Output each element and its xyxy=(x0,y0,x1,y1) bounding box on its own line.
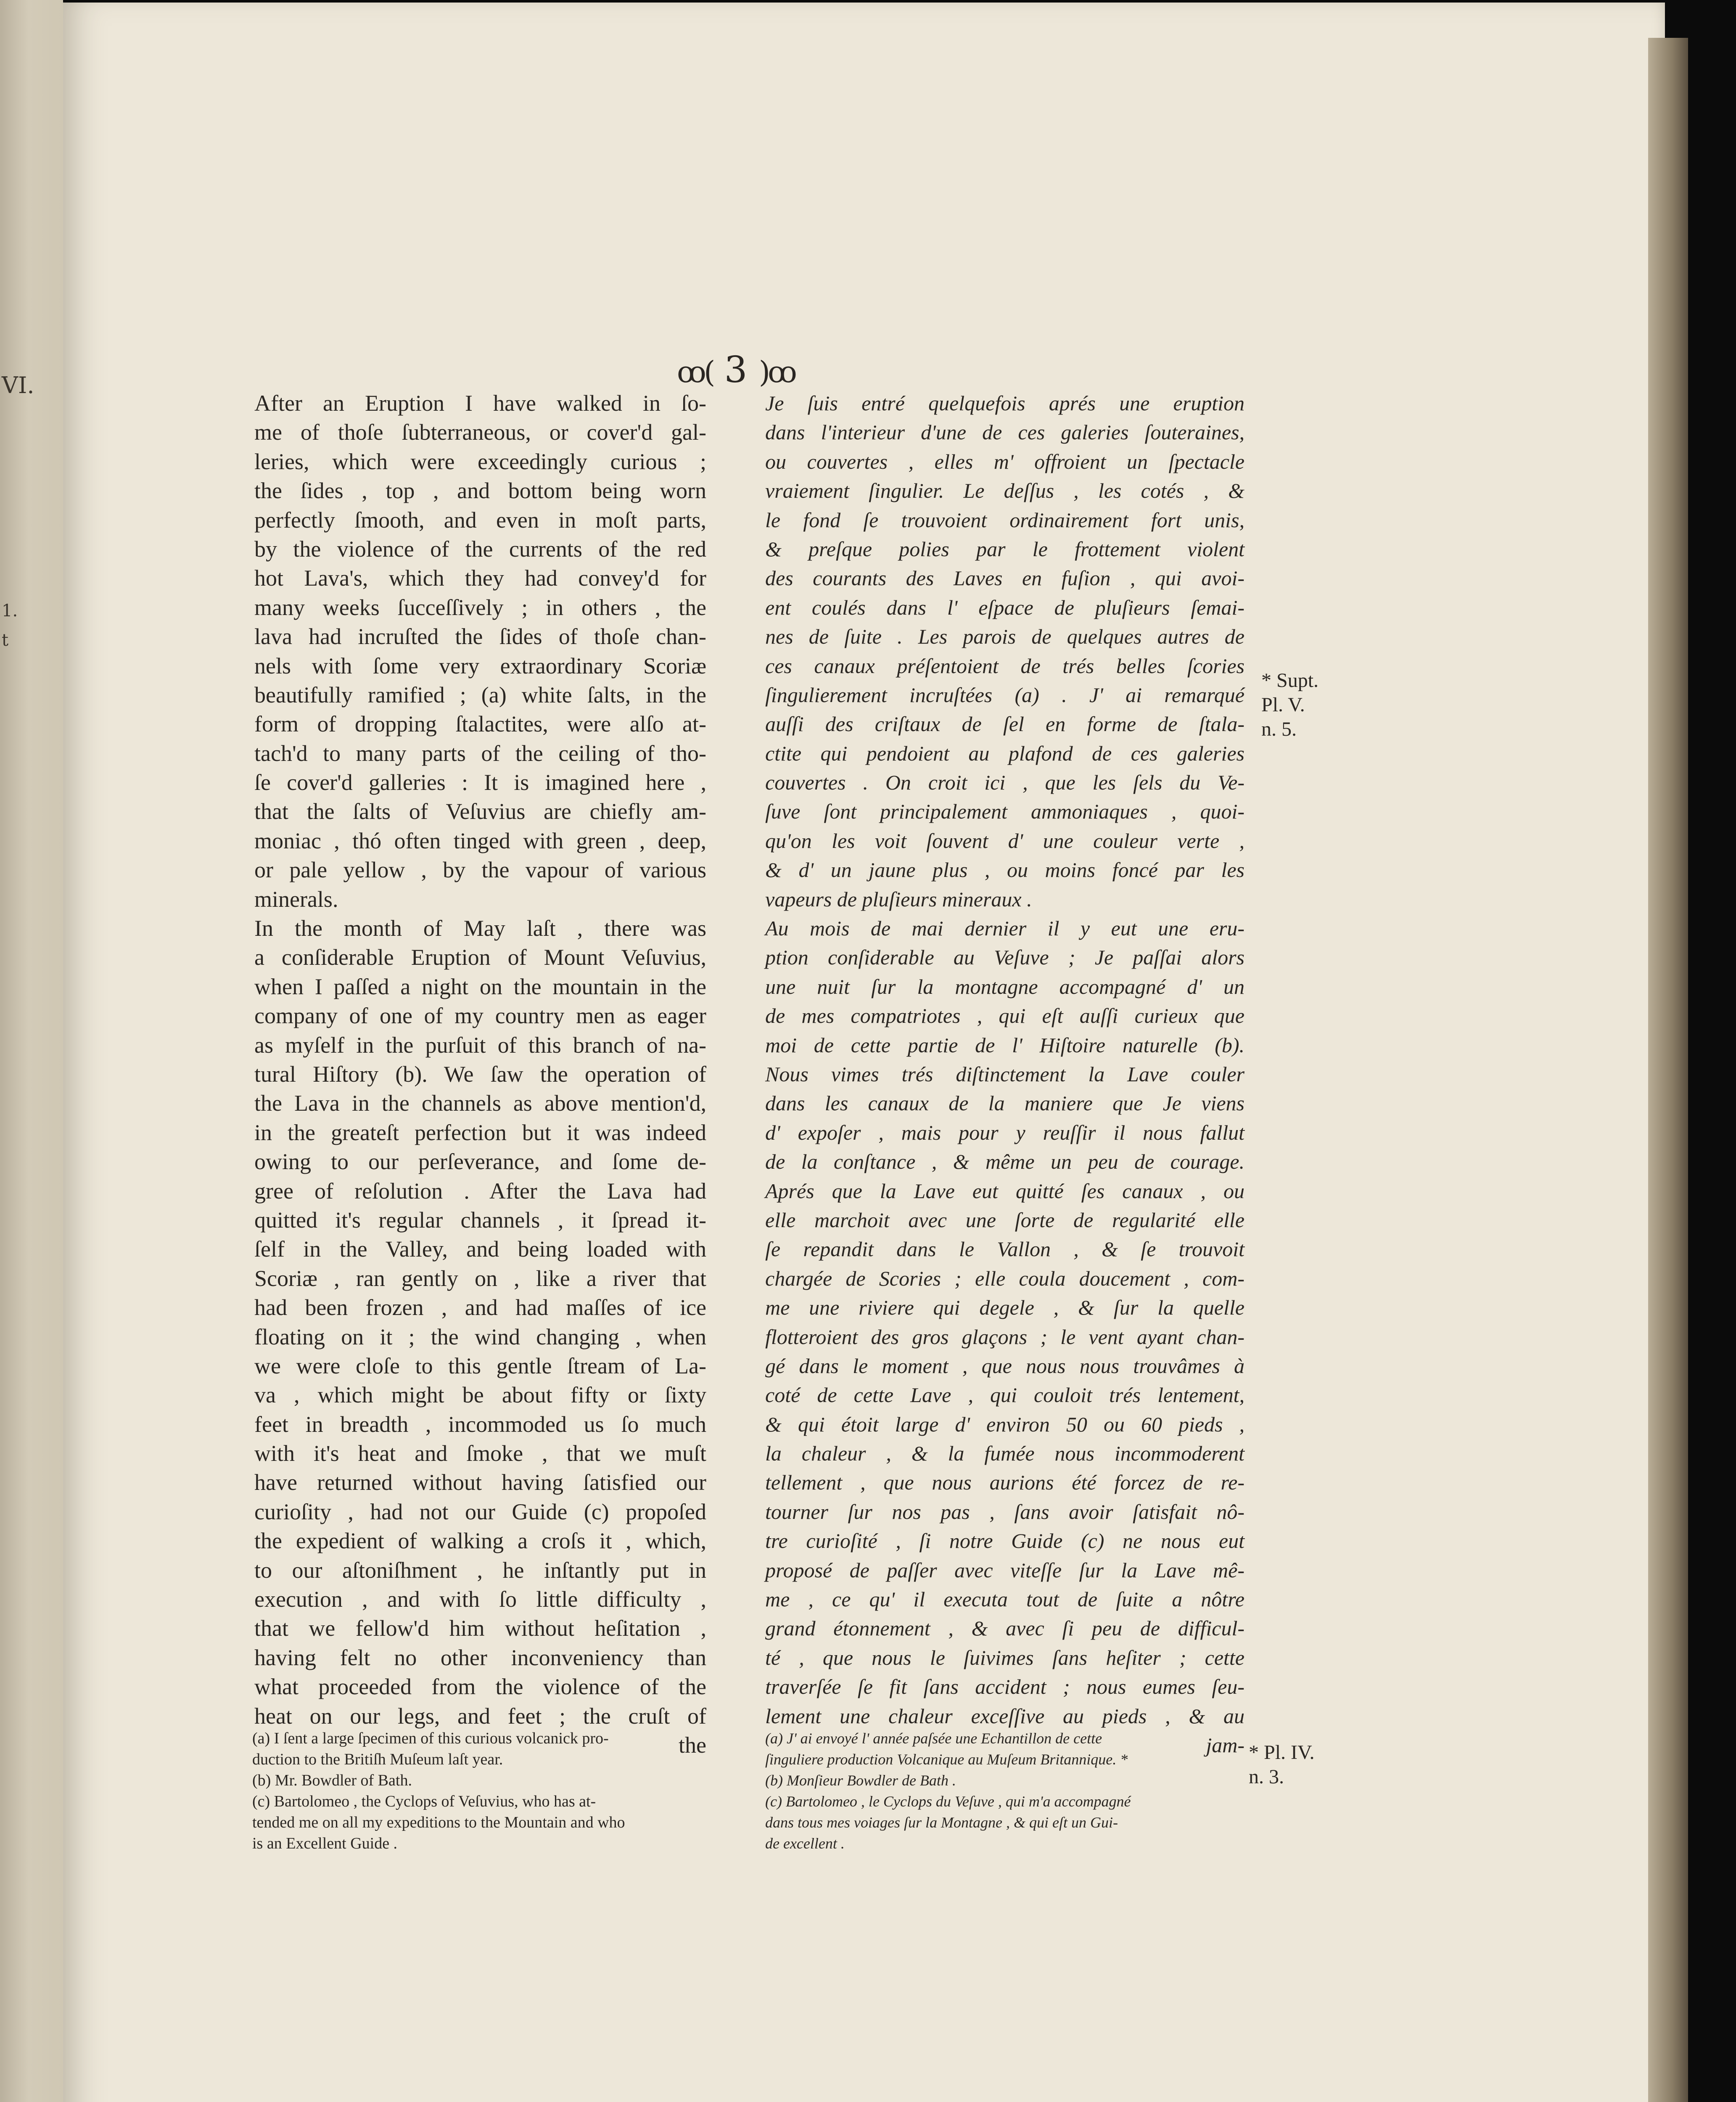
text-line: des courants des Laves en fuſion , qui avoi- xyxy=(765,566,1245,590)
text-line: curioſity , had not our Guide (c) propoſed xyxy=(254,1499,706,1524)
facing-page-fragment: VI. xyxy=(2,372,34,399)
text-line: Au mois de mai dernier il y eut une eru- xyxy=(765,916,1245,940)
text-line: that the ſalts of Veſuvius are chiefly am- xyxy=(254,799,706,824)
text-line: & preſque polies par le frottement violent xyxy=(765,537,1245,561)
facing-page-fragment: t xyxy=(2,631,9,650)
margin-note-line: n. 5. xyxy=(1261,718,1297,740)
text-line: lava had incruſted the ſides of thoſe chan- xyxy=(254,624,706,650)
text-line: the ſides , top , and bottom being worn xyxy=(254,478,706,504)
text-line: gé dans le moment , que nous nous trouvâmes à xyxy=(765,1354,1245,1378)
footnote-line: duction to the Britiſh Muſeum laſt year. xyxy=(252,1751,503,1768)
text-line: té , que nous le ſuivimes ſans heſiter ; cette xyxy=(765,1645,1245,1669)
text-line: ſuve ſont principalement ammoniaques , quoi- xyxy=(765,800,1245,824)
margin-note-plate-iv xyxy=(1249,1740,1315,1789)
text-line: to our aſtoniſhment , he inſtantly put in xyxy=(254,1557,706,1583)
margin-note-line: n. 3. xyxy=(1249,1766,1284,1788)
english-column xyxy=(254,389,706,1760)
text-line: form of dropping ſtalactites, were alſo at- xyxy=(254,711,706,737)
text-line: & qui étoit large d' environ 50 ou 60 pieds , xyxy=(765,1412,1245,1436)
margin-note-line: Pl. V. xyxy=(1261,694,1305,716)
facing-page-fragment: 1. xyxy=(2,601,18,621)
text-line: Aprés que la Lave eut quitté ſes canaux , ou xyxy=(765,1179,1245,1203)
text-line: dans les canaux de la maniere que Je viens xyxy=(765,1091,1245,1115)
text-line: many weeks ſucceſſively ; in others , the xyxy=(254,594,706,620)
footnote-line: tended me on all my expeditions to the Mountain and who xyxy=(252,1814,625,1831)
footnote-line: (a) J' ai envoyé l' année paſsée une Echantillon de cette xyxy=(765,1730,1102,1747)
text-line: jam- xyxy=(1206,1733,1245,1757)
text-line: feet in breadth , incommoded us ſo much xyxy=(254,1411,706,1437)
margin-note-line: * Pl. IV. xyxy=(1249,1741,1315,1764)
text-line: elle marchoit avec une ſorte de regularité elle xyxy=(765,1208,1245,1232)
facing-page-edge xyxy=(0,0,63,2102)
text-line: the Lava in the channels as above mention'd, xyxy=(254,1091,706,1116)
text-line: In the month of May laſt , there was xyxy=(254,916,706,941)
text-line: the xyxy=(679,1732,706,1758)
margin-note-plate-v xyxy=(1261,668,1319,742)
text-line: have returned without having ſatisfied our xyxy=(254,1470,706,1495)
text-line: la chaleur , & la fumée nous incommoderent xyxy=(765,1442,1245,1466)
text-line: company of one of my country men as eager xyxy=(254,1003,706,1029)
text-line: that we fellow'd him without heſitation , xyxy=(254,1616,706,1641)
page-number xyxy=(673,349,799,391)
text-line: Scoriæ , ran gently on , like a river that xyxy=(254,1265,706,1291)
text-line: lement une chaleur exceſſive au pieds , & au xyxy=(765,1704,1245,1728)
text-line: qu'on les voit ſouvent d' une couleur verte , xyxy=(765,829,1245,853)
french-footnotes xyxy=(765,1728,1245,1854)
text-line: Je ſuis entré quelquefois aprés une eruption xyxy=(765,391,1245,415)
margin-note-line: * Supt. xyxy=(1261,669,1319,692)
text-line: nes de ſuite . Les parois de quelques autres de xyxy=(765,625,1245,649)
text-line: couvertes . On croit ici , que les ſels du Ve- xyxy=(765,771,1245,795)
text-line: in the greateſt perfection but it was indeed xyxy=(254,1120,706,1145)
footnote-line: (c) Bartolomeo , le Cyclops du Veſuve , qui m'a accompagné xyxy=(765,1793,1131,1810)
french-column xyxy=(765,389,1245,1760)
text-line: vapeurs de pluſieurs mineraux . xyxy=(765,887,1032,911)
text-line: when I paſſed a night on the mountain in the xyxy=(254,974,706,999)
text-line: had been frozen , and had maſſes of ice xyxy=(254,1295,706,1320)
text-line: hot Lava's, which they had convey'd for xyxy=(254,565,706,591)
text-line: quitted it's regular channels , it ſpread it- xyxy=(254,1207,706,1233)
text-line: tourner ſur nos pas , ſans avoir ſatisfait nô- xyxy=(765,1500,1245,1524)
text-line: leries, which were exceedingly curious ; xyxy=(254,449,706,474)
text-line: le fond ſe trouvoient ordinairement fort unis, xyxy=(765,508,1245,532)
page-number-value: 3 xyxy=(724,349,748,391)
footnote-line: (b) Mr. Bowdler of Bath. xyxy=(252,1772,412,1789)
text-line: de la conſtance , & même un peu de courage. xyxy=(765,1150,1245,1174)
text-line: we were cloſe to this gentle ſtream of La- xyxy=(254,1353,706,1378)
text-line: tre curioſité , ſi notre Guide (c) ne nous eut xyxy=(765,1529,1245,1553)
text-line: ou couvertes , elles m' offroient un ſpectacle xyxy=(765,449,1245,473)
text-line: grand étonnement , & avec ſi peu de difficul- xyxy=(765,1616,1245,1640)
text-line: ent coulés dans l' eſpace de pluſieurs ſemai- xyxy=(765,595,1245,619)
text-line: Nous vimes trés diſtinctement la Lave couler xyxy=(765,1062,1245,1086)
text-line: tach'd to many parts of the ceiling of tho- xyxy=(254,740,706,766)
footnote-line: (a) I ſent a large ſpecimen of this curious volcanick pro- xyxy=(252,1730,609,1747)
text-line: or pale yellow , by the vapour of various xyxy=(254,857,706,883)
text-line: d' expoſer , mais pour y reuſſir il nous fallut xyxy=(765,1120,1245,1144)
text-line: me of thoſe ſubterraneous, or cover'd gal- xyxy=(254,420,706,445)
text-line: the expedient of walking a croſs it , which, xyxy=(254,1528,706,1554)
text-line: having felt no other inconveniency than xyxy=(254,1645,706,1670)
text-line: chargée de Scories ; elle coula doucement , com- xyxy=(765,1266,1245,1290)
text-line: ſe repandit dans le Vallon , & ſe trouvoit xyxy=(765,1237,1245,1261)
text-line: me une riviere qui degele , & ſur la quelle xyxy=(765,1296,1245,1320)
text-line: me , ce qu' il executa tout de ſuite a nôtre xyxy=(765,1587,1245,1611)
footnote-line: ſinguliere production Volcanique au Muſeum Britannique. * xyxy=(765,1751,1128,1768)
text-line: ctite qui pendoient au plafond de ces galeries xyxy=(765,741,1245,765)
text-line: auſſi des criſtaux de ſel en forme de ſtala- xyxy=(765,712,1245,736)
text-line: owing to our perſeverance, and ſome de- xyxy=(254,1149,706,1175)
text-line: floating on it ; the wind changing , when xyxy=(254,1324,706,1349)
text-line: flotteroient des gros glaçons ; le vent ayant chan- xyxy=(765,1325,1245,1349)
text-line: nels with ſome very extraordinary Scoriæ xyxy=(254,653,706,679)
text-line: After an Eruption I have walked in ſo- xyxy=(254,391,706,416)
text-line: une nuit ſur la montagne accompagné d' un xyxy=(765,974,1245,998)
footnote-line: (c) Bartolomeo , the Cyclops of Veſuvius, who has at- xyxy=(252,1793,596,1810)
english-footnotes xyxy=(252,1728,694,1854)
text-line: tellement , que nous aurions été forcez de re- xyxy=(765,1471,1245,1495)
text-line: as myſelf in the purſuit of this branch of na- xyxy=(254,1032,706,1058)
text-line: perfectly ſmooth, and even in moſt parts, xyxy=(254,507,706,533)
footnote-line: de excellent . xyxy=(765,1835,845,1852)
text-line: gree of reſolution . After the Lava had xyxy=(254,1178,706,1204)
text-line: by the violence of the currents of the red xyxy=(254,536,706,562)
text-line: execution , and with ſo little difficulty , xyxy=(254,1587,706,1612)
text-line: ces canaux préſentoient de trés belles ſcories xyxy=(765,654,1245,678)
text-line: ſingulierement incruſtées (a) . J' ai remarqué xyxy=(765,683,1245,707)
text-line: with it's heat and ſmoke , that we muſt xyxy=(254,1441,706,1466)
text-line: what proceeded from the violence of the xyxy=(254,1674,706,1700)
text-line: & d' un jaune plus , ou moins foncé par les xyxy=(765,858,1245,882)
footnote-line: is an Excellent Guide . xyxy=(252,1835,398,1852)
text-line: ſe cover'd galleries : It is imagined here , xyxy=(254,770,706,795)
text-line: tural Hiſtory (b). We ſaw the operation of xyxy=(254,1061,706,1087)
ornament-right-icon: )ꝏ xyxy=(758,355,795,389)
text-line: heat on our legs, and feet ; the cruſt of xyxy=(254,1703,706,1729)
text-line: beautifully ramified ; (a) white ſalts, in the xyxy=(254,682,706,708)
text-line: ption conſiderable au Veſuve ; Je paſſai alors xyxy=(765,945,1245,969)
ornament-left-icon: ꝏ( xyxy=(677,355,713,389)
text-line: coté de cette Lave , qui couloit trés lentement, xyxy=(765,1383,1245,1407)
text-line: moi de cette partie de l' Hiſtoire naturelle (b). xyxy=(765,1033,1245,1057)
text-line: va , which might be about fifty or ſixty xyxy=(254,1382,706,1408)
text-line: ſelf in the Valley, and being loaded with xyxy=(254,1236,706,1262)
text-line: proposé de paſſer avec viteſſe ſur la Lave mê- xyxy=(765,1558,1245,1582)
footnote-line: dans tous mes voiages ſur la Montagne , & qui eſt un Gui- xyxy=(765,1814,1118,1831)
text-line: minerals. xyxy=(254,886,338,912)
text-line: traverſée ſe fit ſans accident ; nous eumes ſeu- xyxy=(765,1675,1245,1699)
page-edge xyxy=(1648,38,1688,2102)
text-line: de mes compatriotes , qui eſt auſſi curieux que xyxy=(765,1004,1245,1028)
text-line: vraiement ſingulier. Le deſſus , les cotés , & xyxy=(765,479,1245,503)
text-line: a conſiderable Eruption of Mount Veſuvius, xyxy=(254,945,706,970)
footnote-line: (b) Monſieur Bowdler de Bath . xyxy=(765,1772,956,1789)
text-line: dans l'interieur d'une de ces galeries ſouteraines, xyxy=(765,420,1245,444)
text-line: moniac , thó often tinged with green , deep, xyxy=(254,828,706,853)
